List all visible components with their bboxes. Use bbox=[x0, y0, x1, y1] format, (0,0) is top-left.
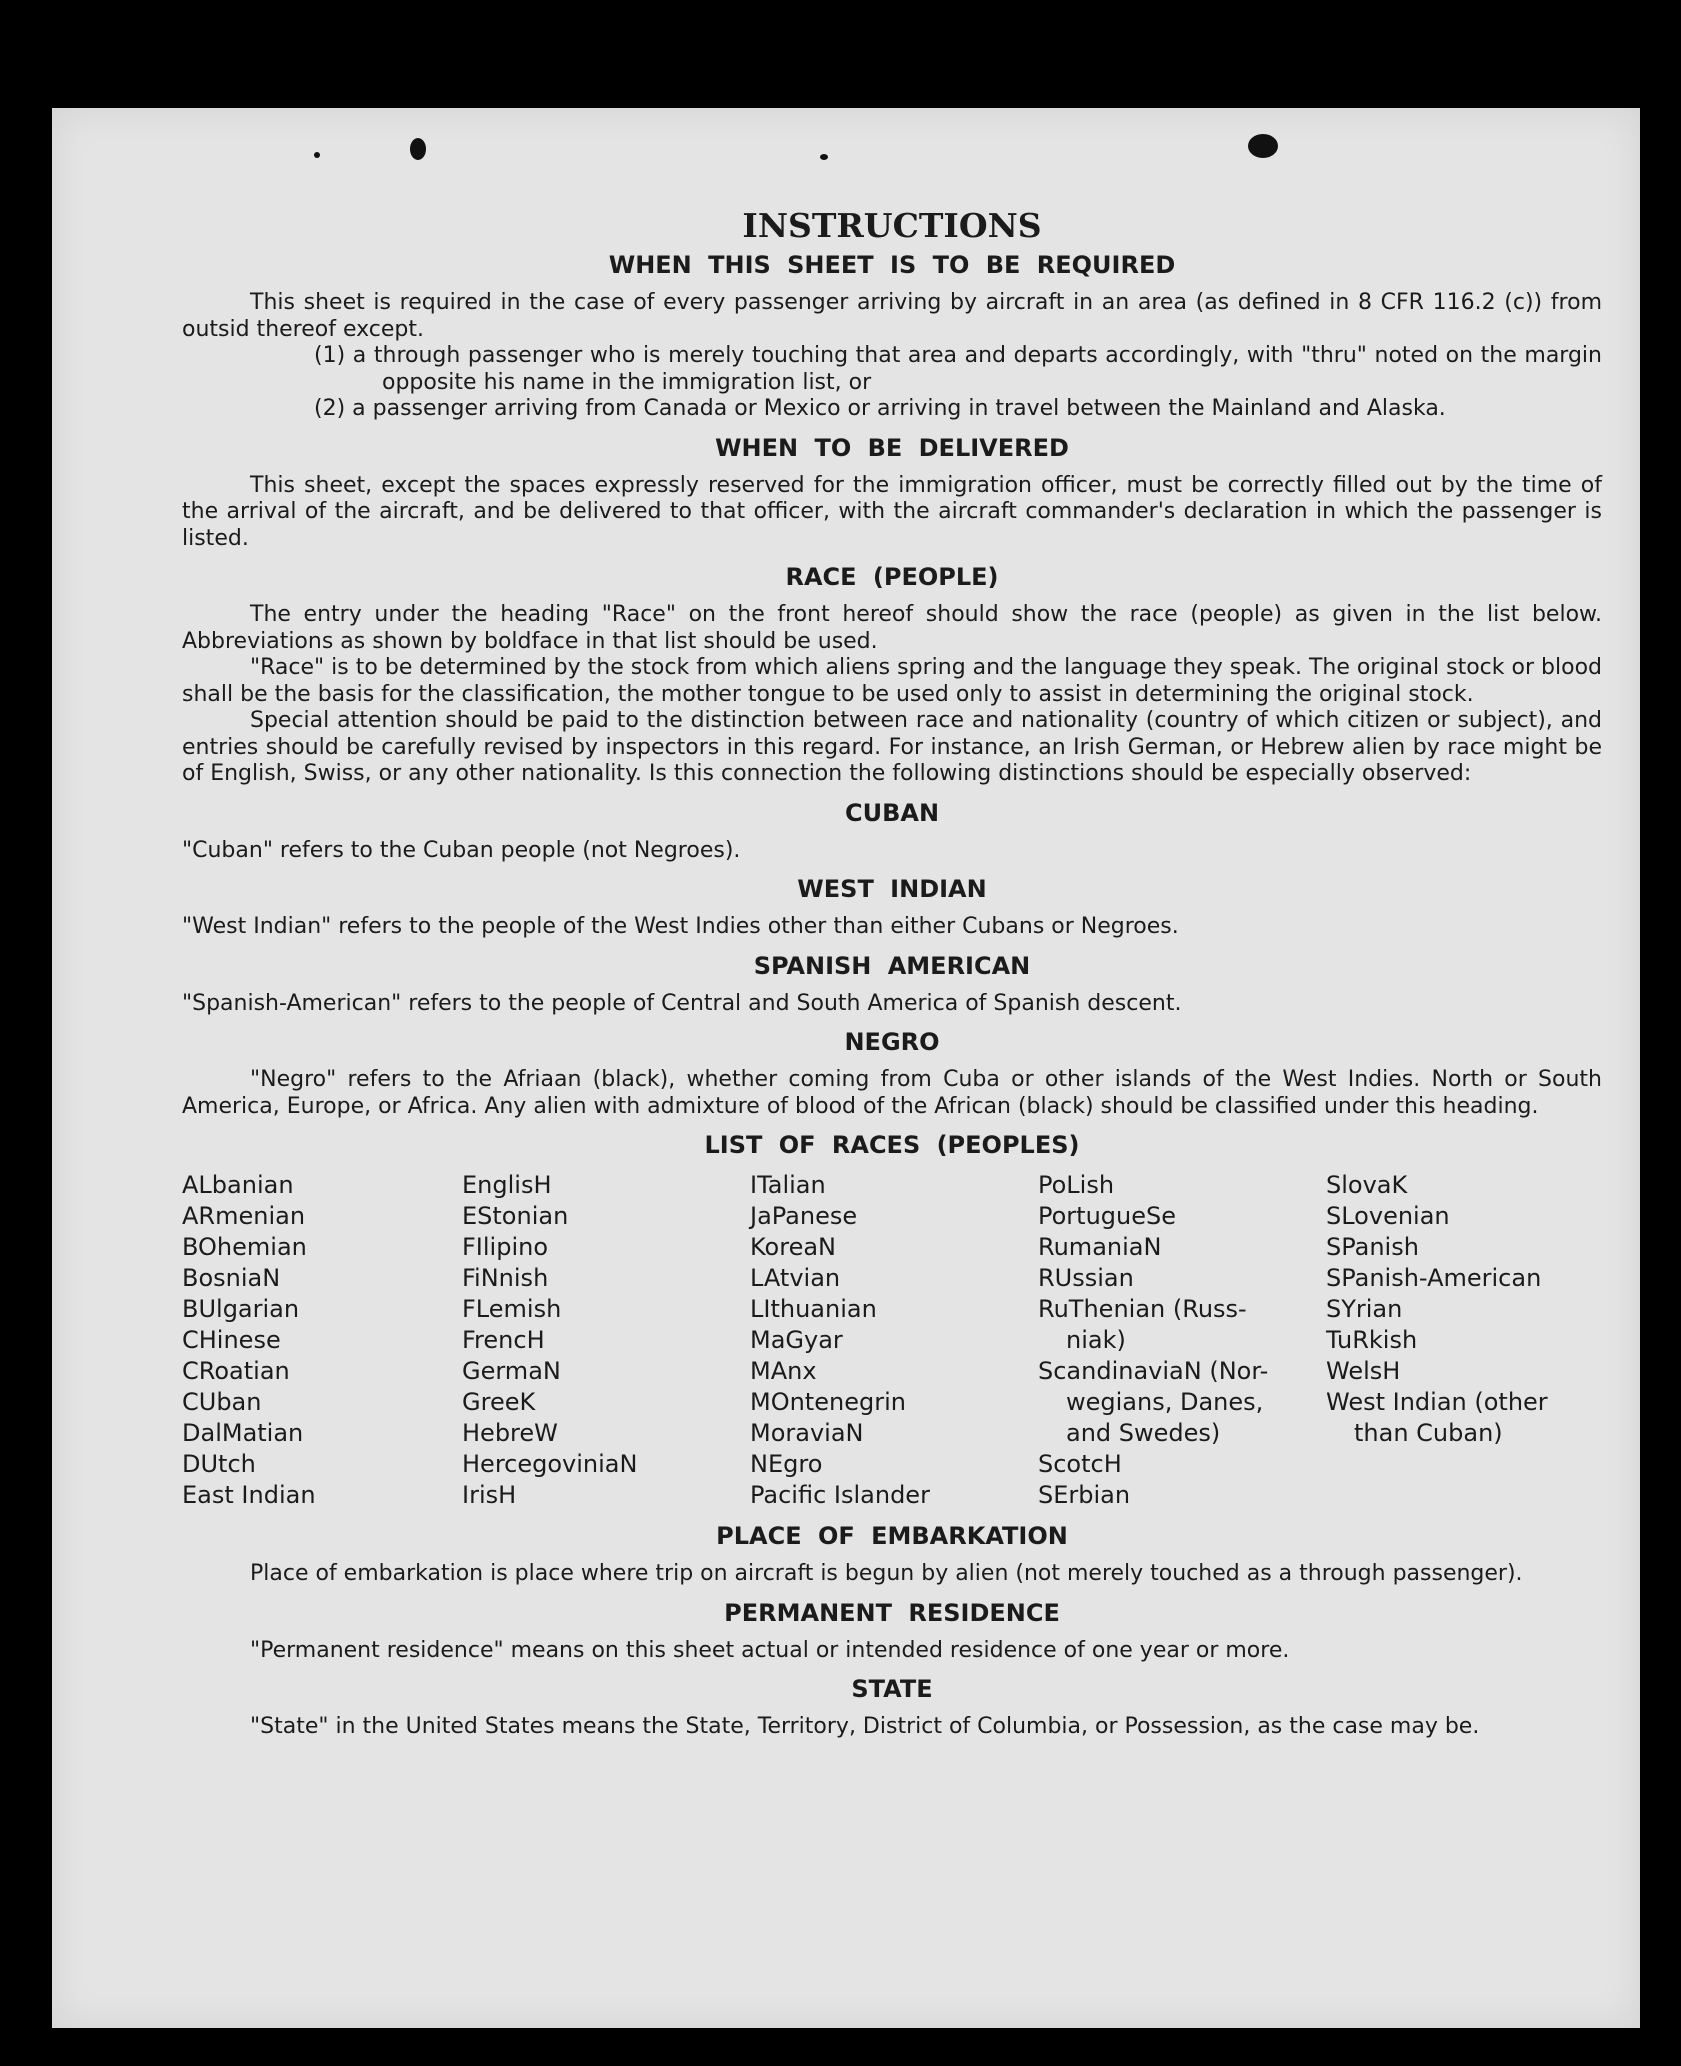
race-entry: DalMatian bbox=[182, 1419, 304, 1447]
ink-spot bbox=[410, 138, 426, 160]
race-entry: CUban bbox=[182, 1388, 262, 1416]
race-entry: SPanish-American bbox=[1326, 1264, 1542, 1292]
paragraph: Special attention should be paid to the distinction between race and nationality (country of which citizen or subject), and entries should be carefully revised by inspectors in this regard. For instance, an Irish German, or Hebrew alien by race might be of English, Swiss, or any other nationality. Is this connection the following distinctions should be especially observed: bbox=[182, 708, 1602, 786]
race-entry: CRoatian bbox=[182, 1357, 290, 1385]
race-entry: MAnx bbox=[750, 1357, 817, 1385]
paragraph: "Negro" refers to the Afriaan (black), whether coming from Cuba or other islands of the West Indies. North or South America, Europe, or Africa. Any alien with admixture of blood of the African (black) should be classified under this heading. bbox=[182, 1067, 1602, 1119]
race-column bbox=[750, 1170, 1038, 1511]
race-entry: PoLish bbox=[1038, 1171, 1115, 1199]
paragraph: "Spanish-American" refers to the people of Central and South America of Spanish descent. bbox=[182, 990, 1182, 1016]
race-entry: MoraviaN bbox=[750, 1419, 864, 1447]
race-entry: FrencH bbox=[462, 1326, 545, 1354]
paragraph: This sheet, except the spaces expressly reserved for the immigration officer, must be correctly filled out by the time of the arrival of the aircraft, and be delivered to that officer, with the aircraft commander's declaration in which the passenger is listed. bbox=[182, 472, 1602, 551]
race-entry: SlovaK bbox=[1326, 1171, 1408, 1199]
paragraph: "State" in the United States means the State, Territory, District of Columbia, or Possession, as the case may be. bbox=[250, 1714, 1480, 1739]
race-entry: ARmenian bbox=[182, 1202, 306, 1230]
race-entry: RumaniaN bbox=[1038, 1233, 1162, 1261]
heading-state: STATE bbox=[851, 1675, 933, 1703]
exception-item-1: (1) a through passenger who is merely touching that area and departs accordingly, with "thru" noted on the margin opposite his name in the immigration list, or bbox=[314, 343, 1602, 395]
race-entry: RuThenian (Russ- bbox=[1038, 1295, 1247, 1323]
paragraph: The entry under the heading "Race" on the front hereof should show the race (people) as given in the list below. Abbreviations as shown by boldface in that list should be used. bbox=[182, 602, 1602, 654]
paragraph: Place of embarkation is place where trip on aircraft is begun by alien (not merely touched as a through passenger). bbox=[250, 1561, 1523, 1586]
race-entry: East Indian bbox=[182, 1481, 316, 1509]
race-entry: SYrian bbox=[1326, 1295, 1403, 1323]
race-entry: ITalian bbox=[750, 1171, 826, 1199]
race-entry: KoreaN bbox=[750, 1233, 836, 1261]
race-entry: niak) bbox=[1066, 1326, 1126, 1354]
race-entry: GermaN bbox=[462, 1357, 561, 1385]
race-entry: EnglisH bbox=[462, 1171, 552, 1199]
heading-permanent-residence: PERMANENT RESIDENCE bbox=[724, 1598, 1060, 1627]
race-entry: LIthuanian bbox=[750, 1295, 877, 1323]
race-entry: LAtvian bbox=[750, 1264, 841, 1292]
document-page bbox=[52, 108, 1640, 2028]
race-entry: SLovenian bbox=[1326, 1202, 1450, 1230]
heading-negro: NEGRO bbox=[844, 1028, 940, 1056]
race-entry: MOntenegrin bbox=[750, 1388, 906, 1416]
heading-race: RACE (PEOPLE) bbox=[785, 563, 999, 591]
race-entry: HercegoviniaN bbox=[462, 1450, 638, 1478]
ink-spot bbox=[1248, 134, 1278, 158]
heading-when-delivered: WHEN TO BE DELIVERED bbox=[715, 433, 1069, 462]
race-entry: MaGyar bbox=[750, 1326, 843, 1354]
heading-list-of-races: LIST OF RACES (PEOPLES) bbox=[704, 1131, 1080, 1159]
race-list bbox=[182, 1170, 1602, 1511]
race-column bbox=[1326, 1170, 1586, 1511]
race-column bbox=[462, 1170, 750, 1511]
heading-spanish-american: SPANISH AMERICAN bbox=[753, 951, 1031, 980]
race-entry: and Swedes) bbox=[1066, 1419, 1221, 1447]
race-entry: EStonian bbox=[462, 1202, 569, 1230]
race-column bbox=[1038, 1170, 1326, 1511]
race-entry: Pacific Islander bbox=[750, 1481, 930, 1509]
paragraph: "Race" is to be determined by the stock from which aliens spring and the language they speak. The original stock or blood shall be the basis for the classification, the mother tongue to be used only to assist in determining the original stock. bbox=[182, 655, 1602, 707]
instructions-content bbox=[182, 206, 1602, 1741]
race-entry: PortugueSe bbox=[1038, 1202, 1176, 1230]
race-entry: SErbian bbox=[1038, 1481, 1131, 1509]
heading-cuban: CUBAN bbox=[844, 798, 940, 827]
race-entry: wegians, Danes, bbox=[1066, 1388, 1264, 1416]
race-entry: ScandinaviaN (Nor- bbox=[1038, 1357, 1269, 1385]
race-entry: ALbanian bbox=[182, 1171, 294, 1199]
race-entry: GreeK bbox=[462, 1388, 536, 1416]
race-entry: West Indian (other bbox=[1326, 1388, 1548, 1416]
race-entry: WelsH bbox=[1326, 1357, 1401, 1385]
race-entry: FiNnish bbox=[462, 1264, 549, 1292]
race-entry: IrisH bbox=[462, 1481, 517, 1509]
race-column bbox=[182, 1170, 462, 1511]
ink-spot bbox=[314, 152, 320, 158]
ink-spot bbox=[820, 154, 828, 160]
heading-west-indian: WEST INDIAN bbox=[797, 875, 987, 903]
paragraph: "Cuban" refers to the Cuban people (not Negroes). bbox=[182, 837, 741, 863]
race-entry: FLemish bbox=[462, 1295, 562, 1323]
heading-place-of-embarkation: PLACE OF EMBARKATION bbox=[716, 1522, 1068, 1550]
exception-item-2: (2) a passenger arriving from Canada or Mexico or arriving in travel between the Mainland and Alaska. bbox=[314, 396, 1446, 421]
race-entry: TuRkish bbox=[1326, 1326, 1418, 1354]
paragraph: This sheet is required in the case of every passenger arriving by aircraft in an area (as defined in 8 CFR 116.2 (c)) from outsid thereof except. bbox=[182, 290, 1602, 342]
race-entry: BosniaN bbox=[182, 1264, 281, 1292]
race-entry: HebreW bbox=[462, 1419, 558, 1447]
race-entry: BOhemian bbox=[182, 1233, 307, 1261]
race-entry: JaPanese bbox=[750, 1202, 858, 1230]
page-title: INSTRUCTIONS bbox=[742, 206, 1042, 245]
paragraph: "West Indian" refers to the people of the West Indies other than either Cubans or Negroes. bbox=[182, 914, 1179, 939]
race-entry: FIlipino bbox=[462, 1233, 549, 1261]
paragraph: "Permanent residence" means on this sheet actual or intended residence of one year or more. bbox=[250, 1637, 1290, 1663]
race-entry: RUssian bbox=[1038, 1264, 1134, 1292]
race-entry: CHinese bbox=[182, 1326, 281, 1354]
race-entry: NEgro bbox=[750, 1450, 823, 1478]
race-entry: BUlgarian bbox=[182, 1295, 300, 1323]
race-entry: SPanish bbox=[1326, 1233, 1419, 1261]
race-entry: ScotcH bbox=[1038, 1450, 1122, 1478]
race-entry: DUtch bbox=[182, 1450, 256, 1478]
race-entry: than Cuban) bbox=[1354, 1419, 1503, 1447]
heading-when-required: WHEN THIS SHEET IS TO BE REQUIRED bbox=[608, 251, 1176, 279]
